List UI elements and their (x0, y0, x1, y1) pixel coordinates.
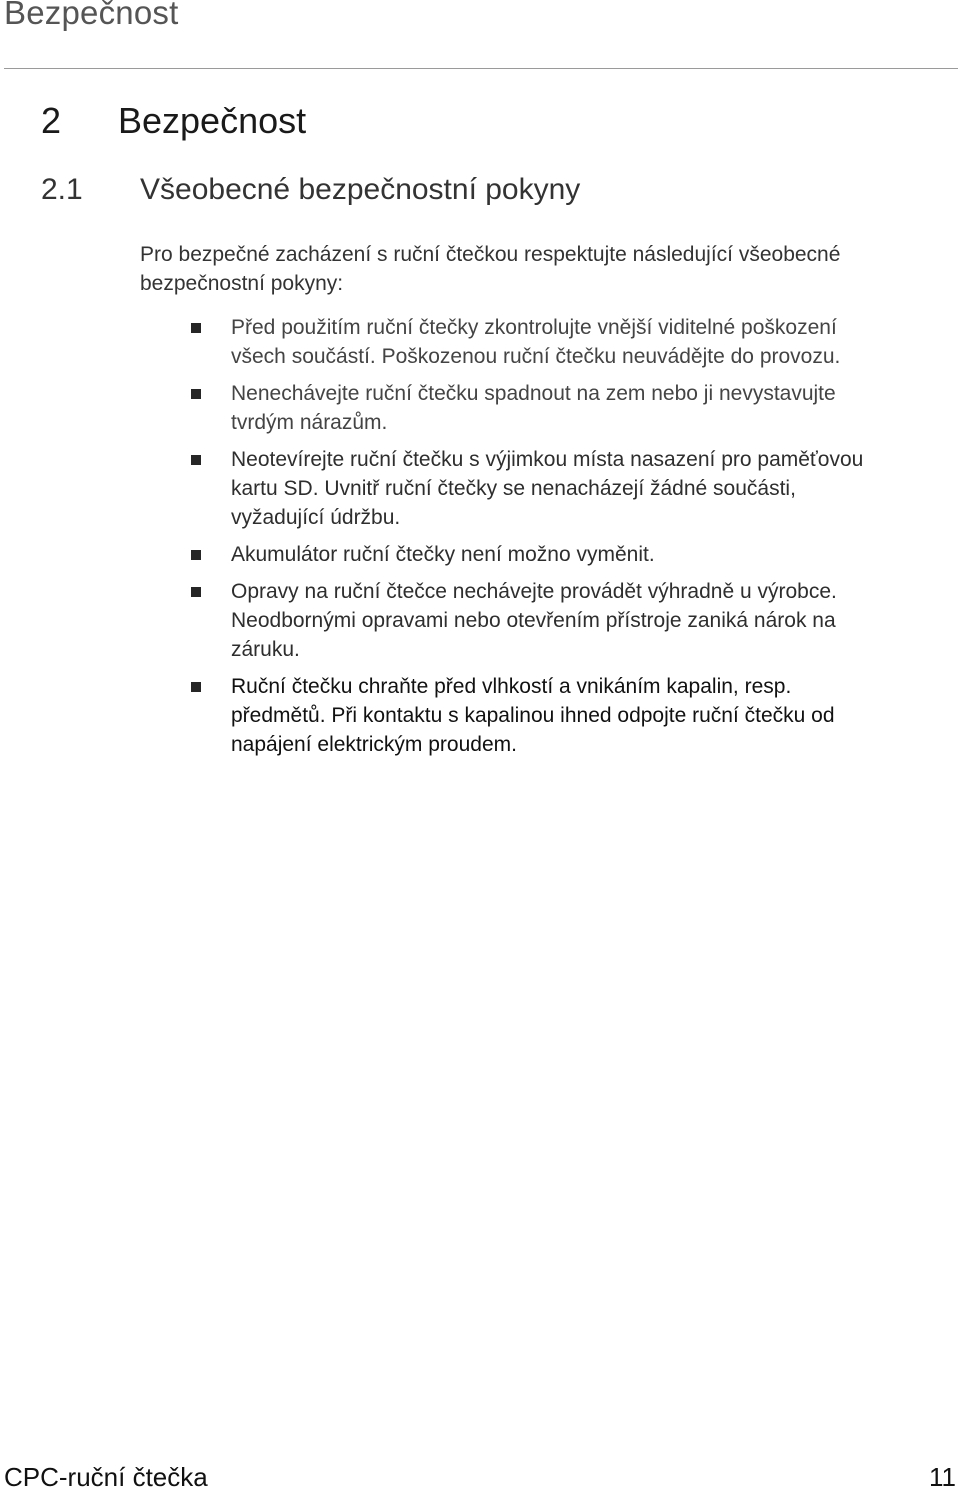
section-heading (41, 173, 580, 207)
chapter-heading (41, 100, 306, 142)
list-item-text: Opravy na ruční čtečce nechávejte provádět výhradně u výrobce. Neodbornými opravami nebo otevřením přístroje zaniká nárok na záruku. (231, 580, 837, 661)
running-header: Bezpečnost (4, 0, 179, 31)
safety-rules-list (190, 313, 890, 767)
square-bullet-icon (191, 682, 201, 692)
square-bullet-icon (191, 455, 201, 465)
list-item-text: Ruční čtečku chraňte před vlhkostí a vnikáním kapalin, resp. předmětů. Při kontaktu s kapalinou ihned odpojte ruční čtečku od napájení elektrickým proudem. (231, 675, 835, 756)
list-item (190, 577, 890, 664)
header-divider (4, 68, 958, 69)
chapter-title: Bezpečnost (118, 100, 307, 141)
chapter-number: 2 (41, 100, 62, 141)
list-item (190, 540, 890, 569)
list-item (190, 379, 890, 437)
list-item-text: Akumulátor ruční čtečky není možno vyměnit. (231, 543, 655, 566)
square-bullet-icon (191, 587, 201, 597)
list-item (190, 672, 890, 759)
list-item (190, 313, 890, 371)
section-title: Všeobecné bezpečnostní pokyny (140, 173, 581, 206)
footer-product-name: CPC-ruční čtečka (4, 1462, 208, 1492)
intro-paragraph: Pro bezpečné zacházení s ruční čtečkou respektujte následující všeobecné bezpečnostní pokyny: (140, 243, 841, 295)
list-item-text: Před použitím ruční čtečky zkontrolujte vnější viditelné poškození všech součástí. Poškozenou ruční čtečku neuvádějte do provozu. (231, 316, 841, 368)
list-item-text: Neotevírejte ruční čtečku s výjimkou místa nasazení pro paměťovou kartu SD. Uvnitř ruční čtečky se nenacházejí žádné součásti, vyžadující údržbu. (231, 448, 864, 529)
list-item-text: Nenechávejte ruční čtečku spadnout na zem nebo ji nevystavujte tvrdým nárazům. (231, 382, 836, 434)
footer-page-number: 11 (929, 1462, 956, 1492)
square-bullet-icon (191, 550, 201, 560)
square-bullet-icon (191, 323, 201, 333)
section-number: 2.1 (41, 173, 83, 206)
square-bullet-icon (191, 389, 201, 399)
list-item (190, 445, 890, 532)
